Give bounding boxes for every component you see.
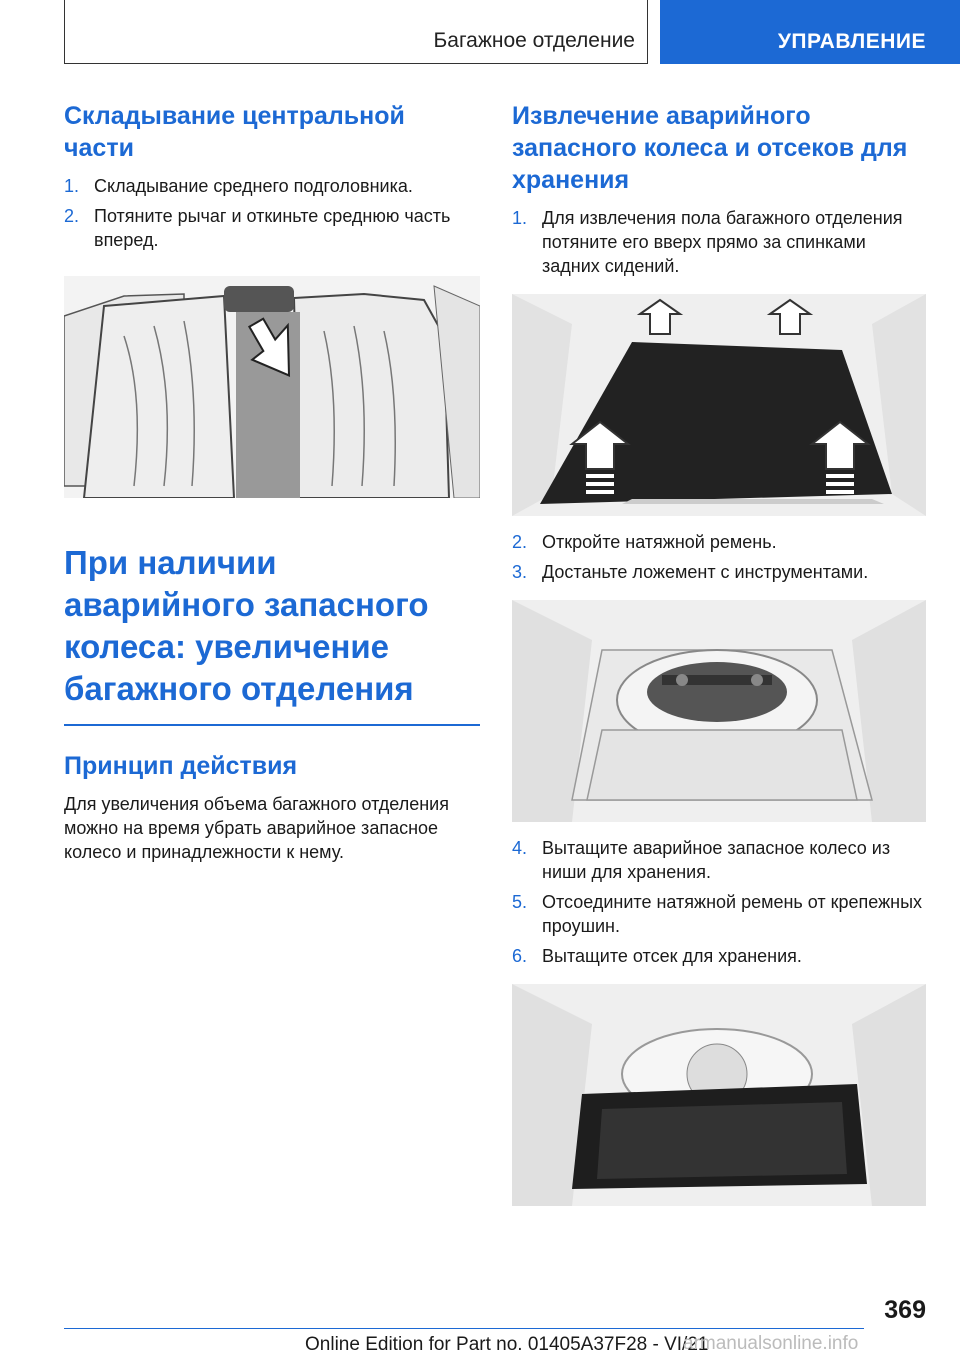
- remove-steps-c: [512, 836, 926, 968]
- list-item: 1. Для извлечения пола багажного отделения потяните его вверх прямо за спинками задних сидений.: [512, 208, 903, 276]
- list-item: 6. Вытащите отсек для хранения.: [512, 946, 802, 966]
- header-chapter-title: УПРАВЛЕНИЕ: [777, 30, 926, 53]
- main-section-heading: При наличии аварийного запасного колеса: увеличение багажного отделения: [64, 544, 429, 707]
- remove-spare-heading: Извлечение аварийного запасного колеса и отсеков для хранения: [512, 102, 908, 194]
- list-item: 1. Складывание среднего подголовника.: [64, 176, 413, 196]
- spare-wheel-figure: [512, 600, 926, 822]
- header-chapter-box: [660, 0, 960, 64]
- left-column: [64, 100, 480, 864]
- remove-steps-b: [512, 530, 926, 584]
- header-section-box: [64, 0, 648, 64]
- seat-figure: [64, 276, 480, 498]
- principle-text: Для увеличения объема багажного отделения можно на время убрать аварийное запасное колесо и принадлежности к нему.: [64, 794, 449, 862]
- list-item: 4. Вытащите аварийное запасное колесо из ниши для хранения.: [512, 838, 891, 882]
- footer-rule: [64, 1328, 864, 1329]
- heading-rule: [64, 724, 480, 726]
- storage-compartment-figure: [512, 984, 926, 1206]
- trunk-floor-figure: [512, 294, 926, 516]
- list-item: 2. Потяните рычаг и откиньте среднюю часть вперед.: [64, 206, 451, 250]
- list-item: 5. Отсоедините натяжной ремень от крепежных проушин.: [512, 892, 923, 936]
- remove-steps-a: [512, 206, 926, 278]
- page-number: 369: [884, 1296, 926, 1324]
- footer-watermark: armanualsonline.info: [683, 1333, 859, 1354]
- header-section-title: Багажное отделение: [433, 29, 635, 52]
- principle-heading: Принцип действия: [64, 752, 298, 780]
- fold-center-steps: [64, 174, 480, 252]
- right-column: [512, 100, 926, 1206]
- list-item: 2. Откройте натяжной ремень.: [512, 532, 777, 552]
- list-item: 3. Достаньте ложемент с инструментами.: [512, 562, 869, 582]
- fold-center-heading: Складывание центральной части: [64, 102, 405, 162]
- footer-edition: Online Edition for Part no. 01405A37F28 - VI/21: [305, 1334, 709, 1355]
